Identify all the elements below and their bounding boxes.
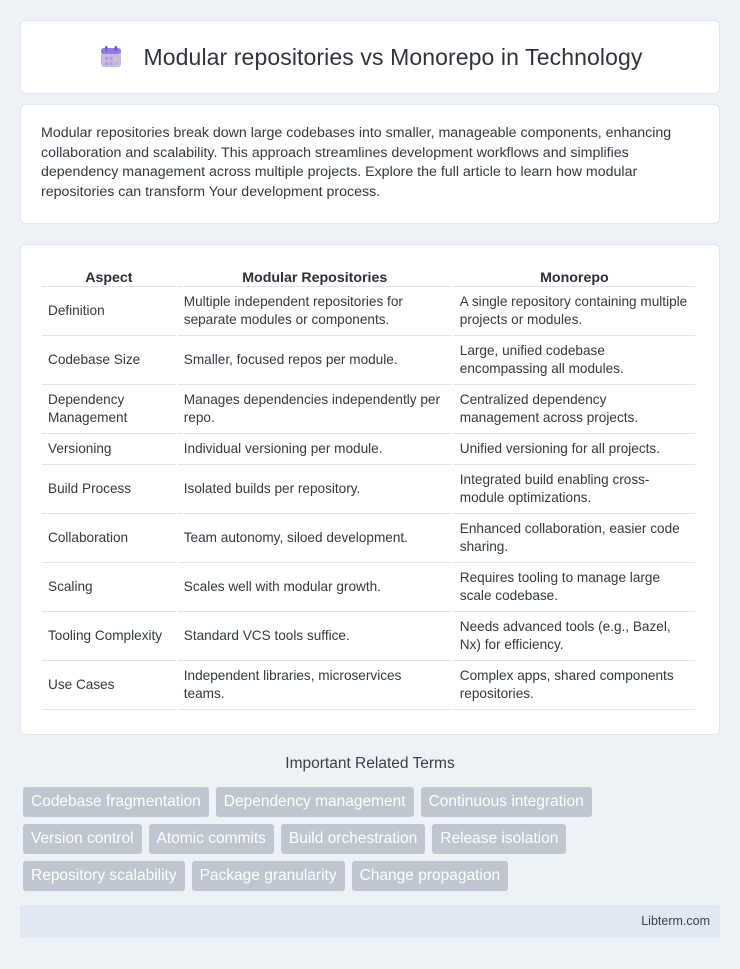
table-cell: Definition: [42, 287, 176, 336]
table-cell: Tooling Complexity: [42, 612, 176, 661]
column-header-aspect: Aspect: [42, 265, 176, 287]
table-row: [42, 661, 695, 710]
table-cell: Codebase Size: [42, 336, 176, 385]
table-cell: Standard VCS tools suffice.: [178, 612, 452, 661]
table-cell: Integrated build enabling cross-module optimizations.: [454, 465, 695, 514]
table-cell: Collaboration: [42, 514, 176, 563]
table-cell: Team autonomy, siloed development.: [178, 514, 452, 563]
intro-card: [20, 104, 720, 224]
table-cell: Dependency Management: [42, 385, 176, 434]
table-cell: Manages dependencies independently per repo.: [178, 385, 452, 434]
table-row: [42, 336, 695, 385]
footer: [20, 905, 720, 938]
table-cell: Needs advanced tools (e.g., Bazel, Nx) for efficiency.: [454, 612, 695, 661]
comparison-table-card: [20, 244, 720, 735]
tag-version-control[interactable]: Version control: [23, 824, 142, 854]
table-row: [42, 612, 695, 661]
table-cell: Enhanced collaboration, easier code sharing.: [454, 514, 695, 563]
tag-package-granularity[interactable]: Package granularity: [192, 861, 345, 891]
column-header-monorepo: Monorepo: [454, 265, 695, 287]
table-cell: Centralized dependency management across projects.: [454, 385, 695, 434]
intro-text: Modular repositories break down large codebases into smaller, manageable components, enhancing collaboration and scalability. This approach streamlines development workflows and simplifies dependency management across multiple projects. Explore the full article to learn how modular repositories can transform Your development process.: [41, 125, 672, 200]
table-cell: Unified versioning for all projects.: [454, 434, 695, 465]
table-cell: Requires tooling to manage large scale codebase.: [454, 563, 695, 612]
table-row: [42, 563, 695, 612]
footer-site-link[interactable]: Libterm.com: [641, 914, 710, 928]
tag-continuous-integration[interactable]: Continuous integration: [421, 787, 592, 817]
tag-change-propagation[interactable]: Change propagation: [352, 861, 508, 891]
table-cell: Individual versioning per module.: [178, 434, 452, 465]
tag-row: [23, 787, 723, 817]
tag-atomic-commits[interactable]: Atomic commits: [149, 824, 274, 854]
table-row: [42, 514, 695, 563]
table-cell: Scales well with modular growth.: [178, 563, 452, 612]
tag-dependency-management[interactable]: Dependency management: [216, 787, 414, 817]
table-row: [42, 465, 695, 514]
related-terms-title: Important Related Terms: [285, 755, 455, 772]
related-terms-list: [23, 787, 723, 898]
table-cell: Smaller, focused repos per module.: [178, 336, 452, 385]
tag-row: [23, 861, 723, 891]
table-header-row: [42, 265, 695, 287]
table-cell: Isolated builds per repository.: [178, 465, 452, 514]
table-cell: Versioning: [42, 434, 176, 465]
table-cell: Independent libraries, microservices teams.: [178, 661, 452, 710]
table-row: [42, 434, 695, 465]
header-card: [20, 20, 720, 94]
table-row: [42, 287, 695, 336]
tag-codebase-fragmentation[interactable]: Codebase fragmentation: [23, 787, 209, 817]
tag-release-isolation[interactable]: Release isolation: [432, 824, 566, 854]
table-cell: Large, unified codebase encompassing all modules.: [454, 336, 695, 385]
page-title: Modular repositories vs Monorepo in Technology: [143, 43, 643, 70]
table-cell: Use Cases: [42, 661, 176, 710]
table-cell: Complex apps, shared components repositories.: [454, 661, 695, 710]
table-row: [42, 385, 695, 434]
table-cell: A single repository containing multiple projects or modules.: [454, 287, 695, 336]
calendar-icon: [98, 44, 124, 70]
table-cell: Multiple independent repositories for separate modules or components.: [178, 287, 452, 336]
tag-repository-scalability[interactable]: Repository scalability: [23, 861, 185, 891]
table-cell: Scaling: [42, 563, 176, 612]
table-cell: Build Process: [42, 465, 176, 514]
tag-build-orchestration[interactable]: Build orchestration: [281, 824, 425, 854]
tag-row: [23, 824, 723, 854]
column-header-modular: Modular Repositories: [178, 265, 452, 287]
comparison-table: [40, 265, 697, 710]
